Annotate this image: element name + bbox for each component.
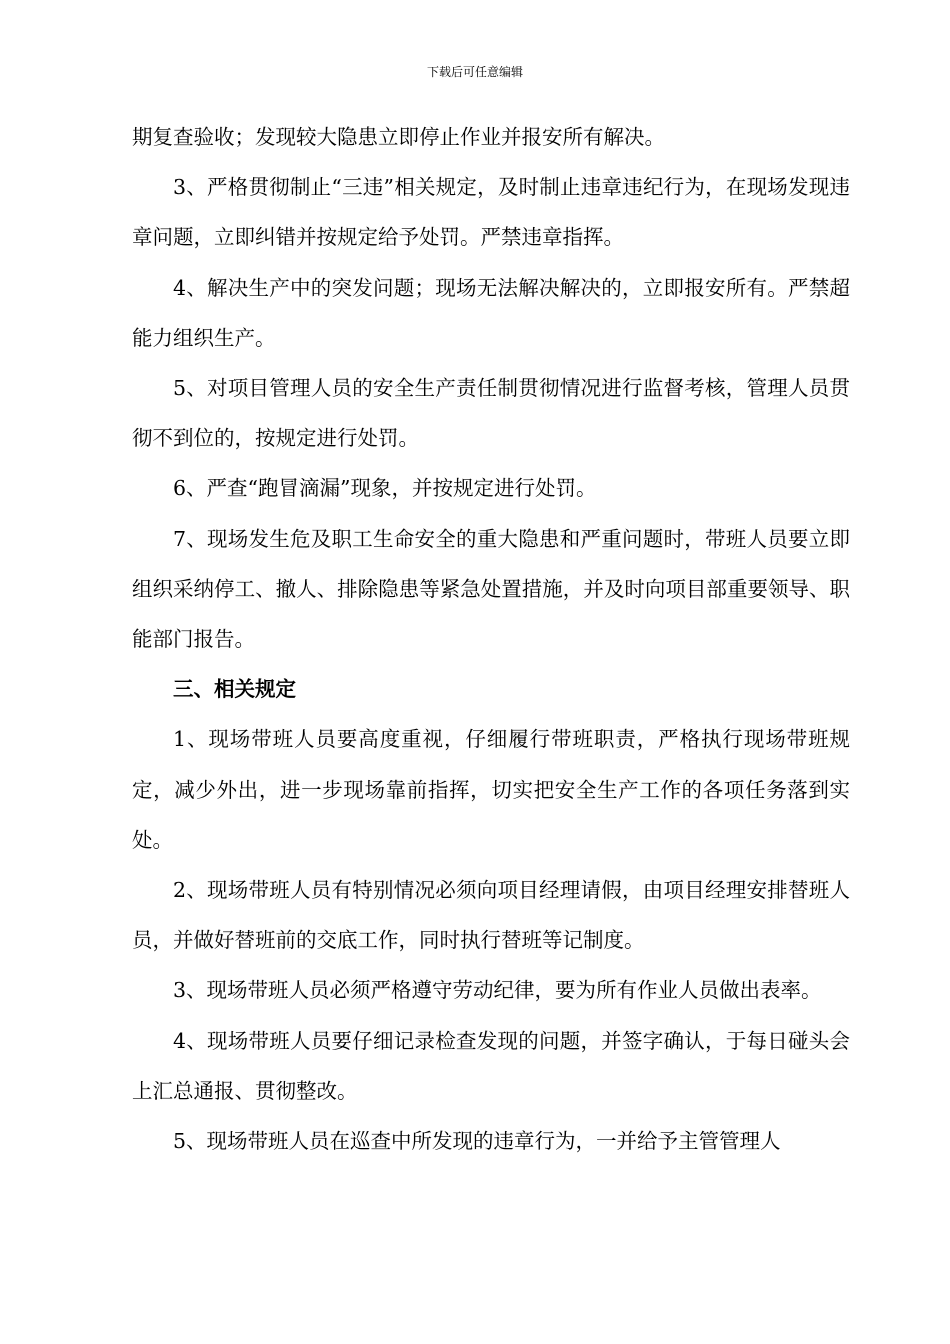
paragraph-item-5: 5、对项目管理人员的安全生产责任制贯彻情况进行监督考核，管理人员贯彻不到位的，按规定进行处罚。 bbox=[132, 376, 850, 451]
regulation-item-4: 4、现场带班人员要仔细记录检查发现的问题，并签字确认，于每日碰头会上汇总通报、贯彻整改。 bbox=[132, 1028, 850, 1103]
paragraph-continuation: 期复查验收；发现较大隐患立即停止作业并报安所有解决。 bbox=[132, 125, 665, 149]
regulation-item-2: 2、现场带班人员有特别情况必须向项目经理请假，由项目经理安排替班人员，并做好替班前的交底工作，同时执行替班等记制度。 bbox=[132, 878, 850, 953]
paragraph-item-7: 7、现场发生危及职工生命安全的重大隐患和严重问题时，带班人员要立即组织采纳停工、撤人、排除隐患等紧急处置措施，并及时向项目部重要领导、职能部门报告。 bbox=[132, 526, 850, 652]
paragraph-item-3: 3、严格贯彻制止“三违”相关规定，及时制止违章违纪行为，在现场发现违章问题，立即纠错并按规定给予处罚。严禁违章指挥。 bbox=[132, 175, 850, 250]
section-heading: 三、相关规定 bbox=[173, 677, 296, 702]
regulation-item-5: 5、现场带班人员在巡查中所发现的违章行为，一并给予主管管理人 bbox=[173, 1129, 781, 1154]
document-body bbox=[132, 112, 850, 1166]
page-header: 下载后可任意编辑 bbox=[426, 65, 523, 79]
paragraph-item-6: 6、严查“跑冒滴漏”现象，并按规定进行处罚。 bbox=[173, 476, 597, 501]
regulation-item-1: 1、现场带班人员要高度重视，仔细履行带班职责，严格执行现场带班规定，减少外出，进一步现场靠前指挥，切实把安全生产工作的各项任务落到实处。 bbox=[132, 727, 850, 852]
paragraph-item-4: 4、解决生产中的突发问题；现场无法解决解决的，立即报安所有。严禁超能力组织生产。 bbox=[132, 275, 850, 350]
regulation-item-3: 3、现场带班人员必须严格遵守劳动纪律，要为所有作业人员做出表率。 bbox=[173, 978, 822, 1003]
